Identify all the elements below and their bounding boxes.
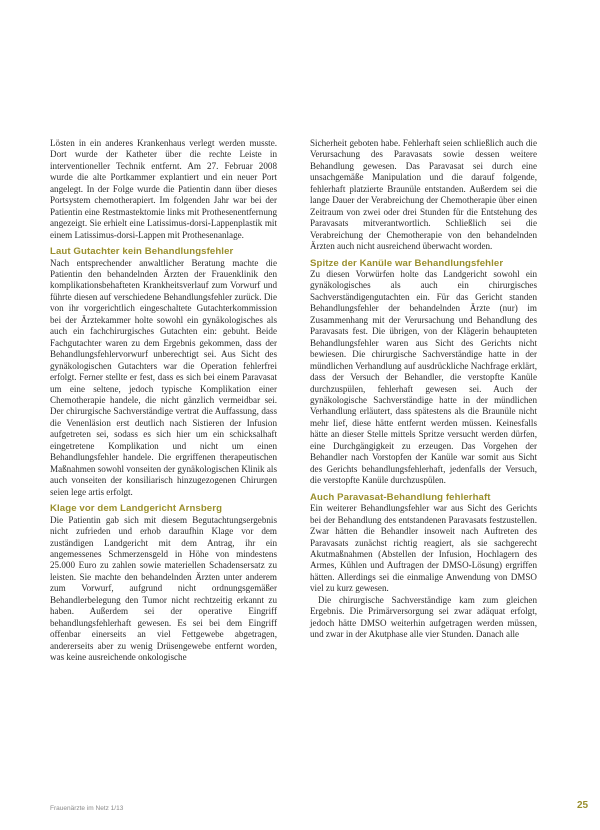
footer-publication: Frauenärzte im Netz 1/13 <box>50 805 124 812</box>
right-paragraph-1: Sicherheit geboten habe. Fehlerhaft seien schließlich auch die Verursachung des Paravasats sowie dessen weitere Behandlung gewesen. Das Paravasat sei durch eine unsachgemäße Manipulation und die darauf folgende, fehlerhaft platzierte Braunüle entstanden. Außerdem sei die lange Dauer der Verabreichung der Chemotherapie über einen Zeitraum von zwei oder drei Stunden für die Entstehung des Paravasats mitverantwortlich. Schließlich sei die Verabreichung der Chemotherapie von den behandelnden Ärzten auch nicht ausreichend überwacht worden. <box>310 138 537 252</box>
right-paragraph-2: Zu diesen Vorwürfen holte das Landgericht sowohl ein gynäkologisches als auch ein chirurgisches Sachverständigengutachten ein. Für das Gericht standen Behandlungsfehler der behandelnden Ärzte (nur) im Zusammenhang mit der Verursachung und Behandlung des Paravasats fest. Die übrigen, von der Klägerin behaupteten Behandlungsfehler waren aus Sicht des Gerichts nicht bewiesen. Die chirurgische Sachverständige hatte in der mündlichen Verhandlung auf ausdrückliche Nachfrage erklärt, dass der Versuch der Behandler, die verstopfte Kanüle durchzuspülen, fehlerhaft gewesen sei. Auch der gynäkologische Sachverständige hatte in der mündlichen Verhandlung erläutert, dass spätestens als die Braunüle nicht mehr lief, diese hätte entfernt werden müssen. Keinesfalls hätte an dieser Stelle mittels Spritze versucht werden dürfen, eine Durchgängigkeit zu erzeugen. Das Vorgehen der Behandler nach Vorstopfen der Kanüle war somit aus Sicht des Gerichts behandlungsfehlerhaft, jedenfalls der Versuch, die verstopfte Kanüle durchzuspülen. <box>310 269 537 486</box>
section-heading-kanuele: Spitze der Kanüle war Behandlungsfehler <box>310 257 504 269</box>
page-number: 25 <box>577 800 589 811</box>
section-heading-klage: Klage vor dem Landgericht Arnsberg <box>50 503 223 515</box>
right-paragraph-4: Die chirurgische Sachverständige kam zum gleichen Ergebnis. Die Primärversorgung sei zwar adäquat erfolgt, jedoch hätte DMSO weiterhin aufgetragen werden müssen, und zwar in der Akutphase alle vier Stunden. Danach alle <box>310 594 537 640</box>
section-heading-paravasat: Auch Paravasat-Behandlung fehlerhaft <box>310 491 491 503</box>
right-paragraph-3: Ein weiterer Behandlungsfehler war aus Sicht des Gerichts bei der Behandlung des entstandenen Paravasats festzustellen. Zwar hätten die Behandler insoweit nach Auftreten des Paravasats zunächst richtig reagiert, als sie sachgerecht Akutmaßnahmen (Abstellen der Infusion, Hochlagern des Armes, Kühlen und Auftragen der DMSO-Lösung) ergriffen hätten. Allerdings sei die einmalige Anwendung von DMSO viel zu kurz gewesen. <box>310 503 537 594</box>
section-heading-kein-behandlungsfehler: Laut Gutachter kein Behandlungsfehler <box>50 246 234 258</box>
left-column <box>50 138 277 663</box>
left-paragraph-1: Lösten in ein anderes Krankenhaus verlegt werden musste. Dort wurde der Katheter über die rechte Leiste in interventioneller Technik entfernt. Am 27. Februar 2008 wurde die alte Portkammer explantiert und ein neuer Port angelegt. In der Folge wurde die Patientin dann über dieses Portsystem chemotherapiert. Im folgenden Jahr war bei der Patientin eine Restmastektomie links mit Prothesenentfernung angezeigt. Sie erhielt eine Latissimus-dorsi-Lappenplastik mit einem Latissimus-dorsi-Lappen mit Prothesenanlage. <box>50 138 277 240</box>
left-paragraph-2: Nach entsprechender anwaltlicher Beratung machte die Patientin den behandelnden Ärzten der Frauenklinik den komplikationsbehafteten Krankheitsverlauf zum Vorwurf und führte diesen auf verschiedene Behandlungsfehler zurück. Die von ihr vorgerichtlich eingeschaltete Gutachterkommission bei der Ärztekammer holte sowohl ein gynäkologisches als auch ein fachchirurgisches Gutachten ein: gebuht. Beide Fachgutachter waren zu dem Ergebnis gekommen, dass der Behandlungsfehlervorwurf unberechtigt sei. Aus Sicht des gynäkologischen Gutachters war die Operation fehlerfrei erfolgt. Ferner stellte er fest, dass es sich bei einem Paravasat um eine seltene, jedoch typische Komplikation einer Chemotherapie handele, die nicht gänzlich vermeidbar sei. Der chirurgische Sachverständige vertrat die Auffassung, dass die Venenläsion erst deutlich nach Sistieren der Infusion aufgetreten sei, sodass es sich hier um ein schicksalhaft eingetretene Komplikation und nicht um einen Behandlungsfehler handele. Die ergriffenen therapeutischen Maßnahmen sowohl vonseiten der gynäkologischen Klinik als auch vonseiten der konsiliarisch hinzugezogenen Chirurgen seien lege artis erfolgt. <box>50 257 277 497</box>
left-paragraph-3: Die Patientin gab sich mit diesem Begutachtungsergebnis nicht zufrieden und erhob daraufhin Klage vor dem zuständigen Landgericht mit dem Antrag, ihr ein angemessenes Schmerzensgeld in Höhe von mindestens 25.000 Euro zu zahlen sowie materiellen Schadensersatz zu leisten. Sie machte den behandelnden Ärzten unter anderem zum Vorwurf, aufgrund nicht ordnungsgemäßer Behandlerbelegung den Tumor nicht rechtzeitig erkannt zu haben. Außerdem sei der operative Eingriff behandlungsfehlerhaft gewesen. Es sei bei dem Eingriff offenbar einerseits an viel Fettgewebe abgetragen, andererseits aber zu wenig Drüsengewebe entfernt worden, was keine ausreichende onkologische <box>50 514 277 663</box>
right-column <box>310 138 537 641</box>
